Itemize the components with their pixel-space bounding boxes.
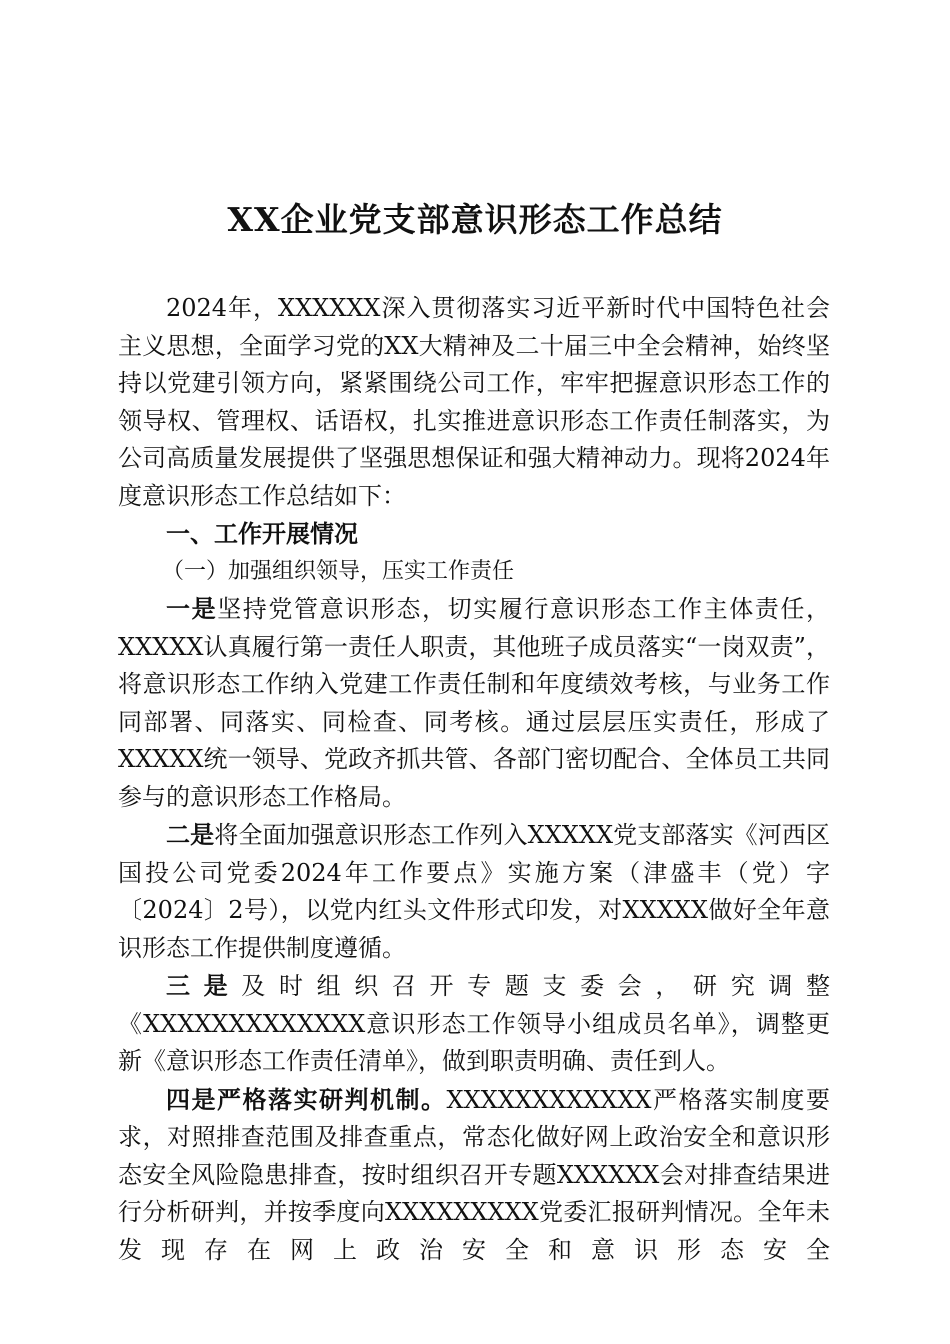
- document-title: XX企业党支部意识形态工作总结: [227, 200, 723, 239]
- item-lead-1: 一是: [166, 594, 218, 623]
- item-text-1: 坚持党管意识形态，切实履行意识形态工作主体责任，XXXXX认真履行第一责任人职责，其他班子成员落实“一岗双责”，将意识形态工作纳入党建工作责任制和年度绩效考核，与业务工作同部署、同落实、同检查、同考核。通过层层压实责任，形成了XXXXX统一领导、党政齐抓共管、各部门密切配合、全体员工共同参与的意识形态工作格局。: [118, 595, 831, 811]
- document-body: [118, 290, 830, 1269]
- item-lead-3: 三是: [166, 971, 242, 1000]
- item-text-4: XXXXXXXXXXXX严格落实制度要求，对照排查范围及排查重点，常态化做好网上政治安全和意识形态安全风险隐患排查，按时组织召开专题XXXXXX会对排查结果进行分析研判，并按季度向XXXXXXXXX党委汇报研判情况。全年未发现存在网上政治安全和意识形态安全: [118, 1085, 831, 1264]
- section-heading: 一、工作开展情况: [166, 519, 358, 548]
- subsection-heading: （一）加强组织领导，压实工作责任: [162, 558, 515, 584]
- item-paragraph-3: [118, 967, 830, 1081]
- item-paragraph-4: [118, 1081, 830, 1270]
- item-lead-2: 二是: [166, 820, 215, 849]
- item-text-2: 将全面加强意识形态工作列入XXXXX党支部落实《河西区国投公司党委2024年工作要点》实施方案（津盛丰（党）字〔2024〕2号），以党内红头文件形式印发，对XXXXX做好全年意识形态工作提供制度遵循。: [118, 821, 830, 962]
- intro-paragraph: 2024年，XXXXXX深入贯彻落实习近平新时代中国特色社会主义思想，全面学习党的XX大精神及二十届三中全会精神，始终坚持以党建引领方向，紧紧围绕公司工作，牢牢把握意识形态工作的领导权、管理权、话语权，扎实推进意识形态工作责任制落实，为公司高质量发展提供了坚强思想保证和强大精神动力。现将2024年度意识形态工作总结如下：: [118, 294, 830, 510]
- item-paragraph-1: [118, 590, 830, 816]
- item-text-3: 及时组织召开专题支委会，研究调整《XXXXXXXXXXXXX意识形态工作领导小组成员名单》，调整更新《意识形态工作责任清单》，做到职责明确、责任到人。: [118, 972, 831, 1075]
- item-lead-4: 四是严格落实研判机制。: [166, 1084, 447, 1114]
- item-paragraph-2: [118, 816, 830, 967]
